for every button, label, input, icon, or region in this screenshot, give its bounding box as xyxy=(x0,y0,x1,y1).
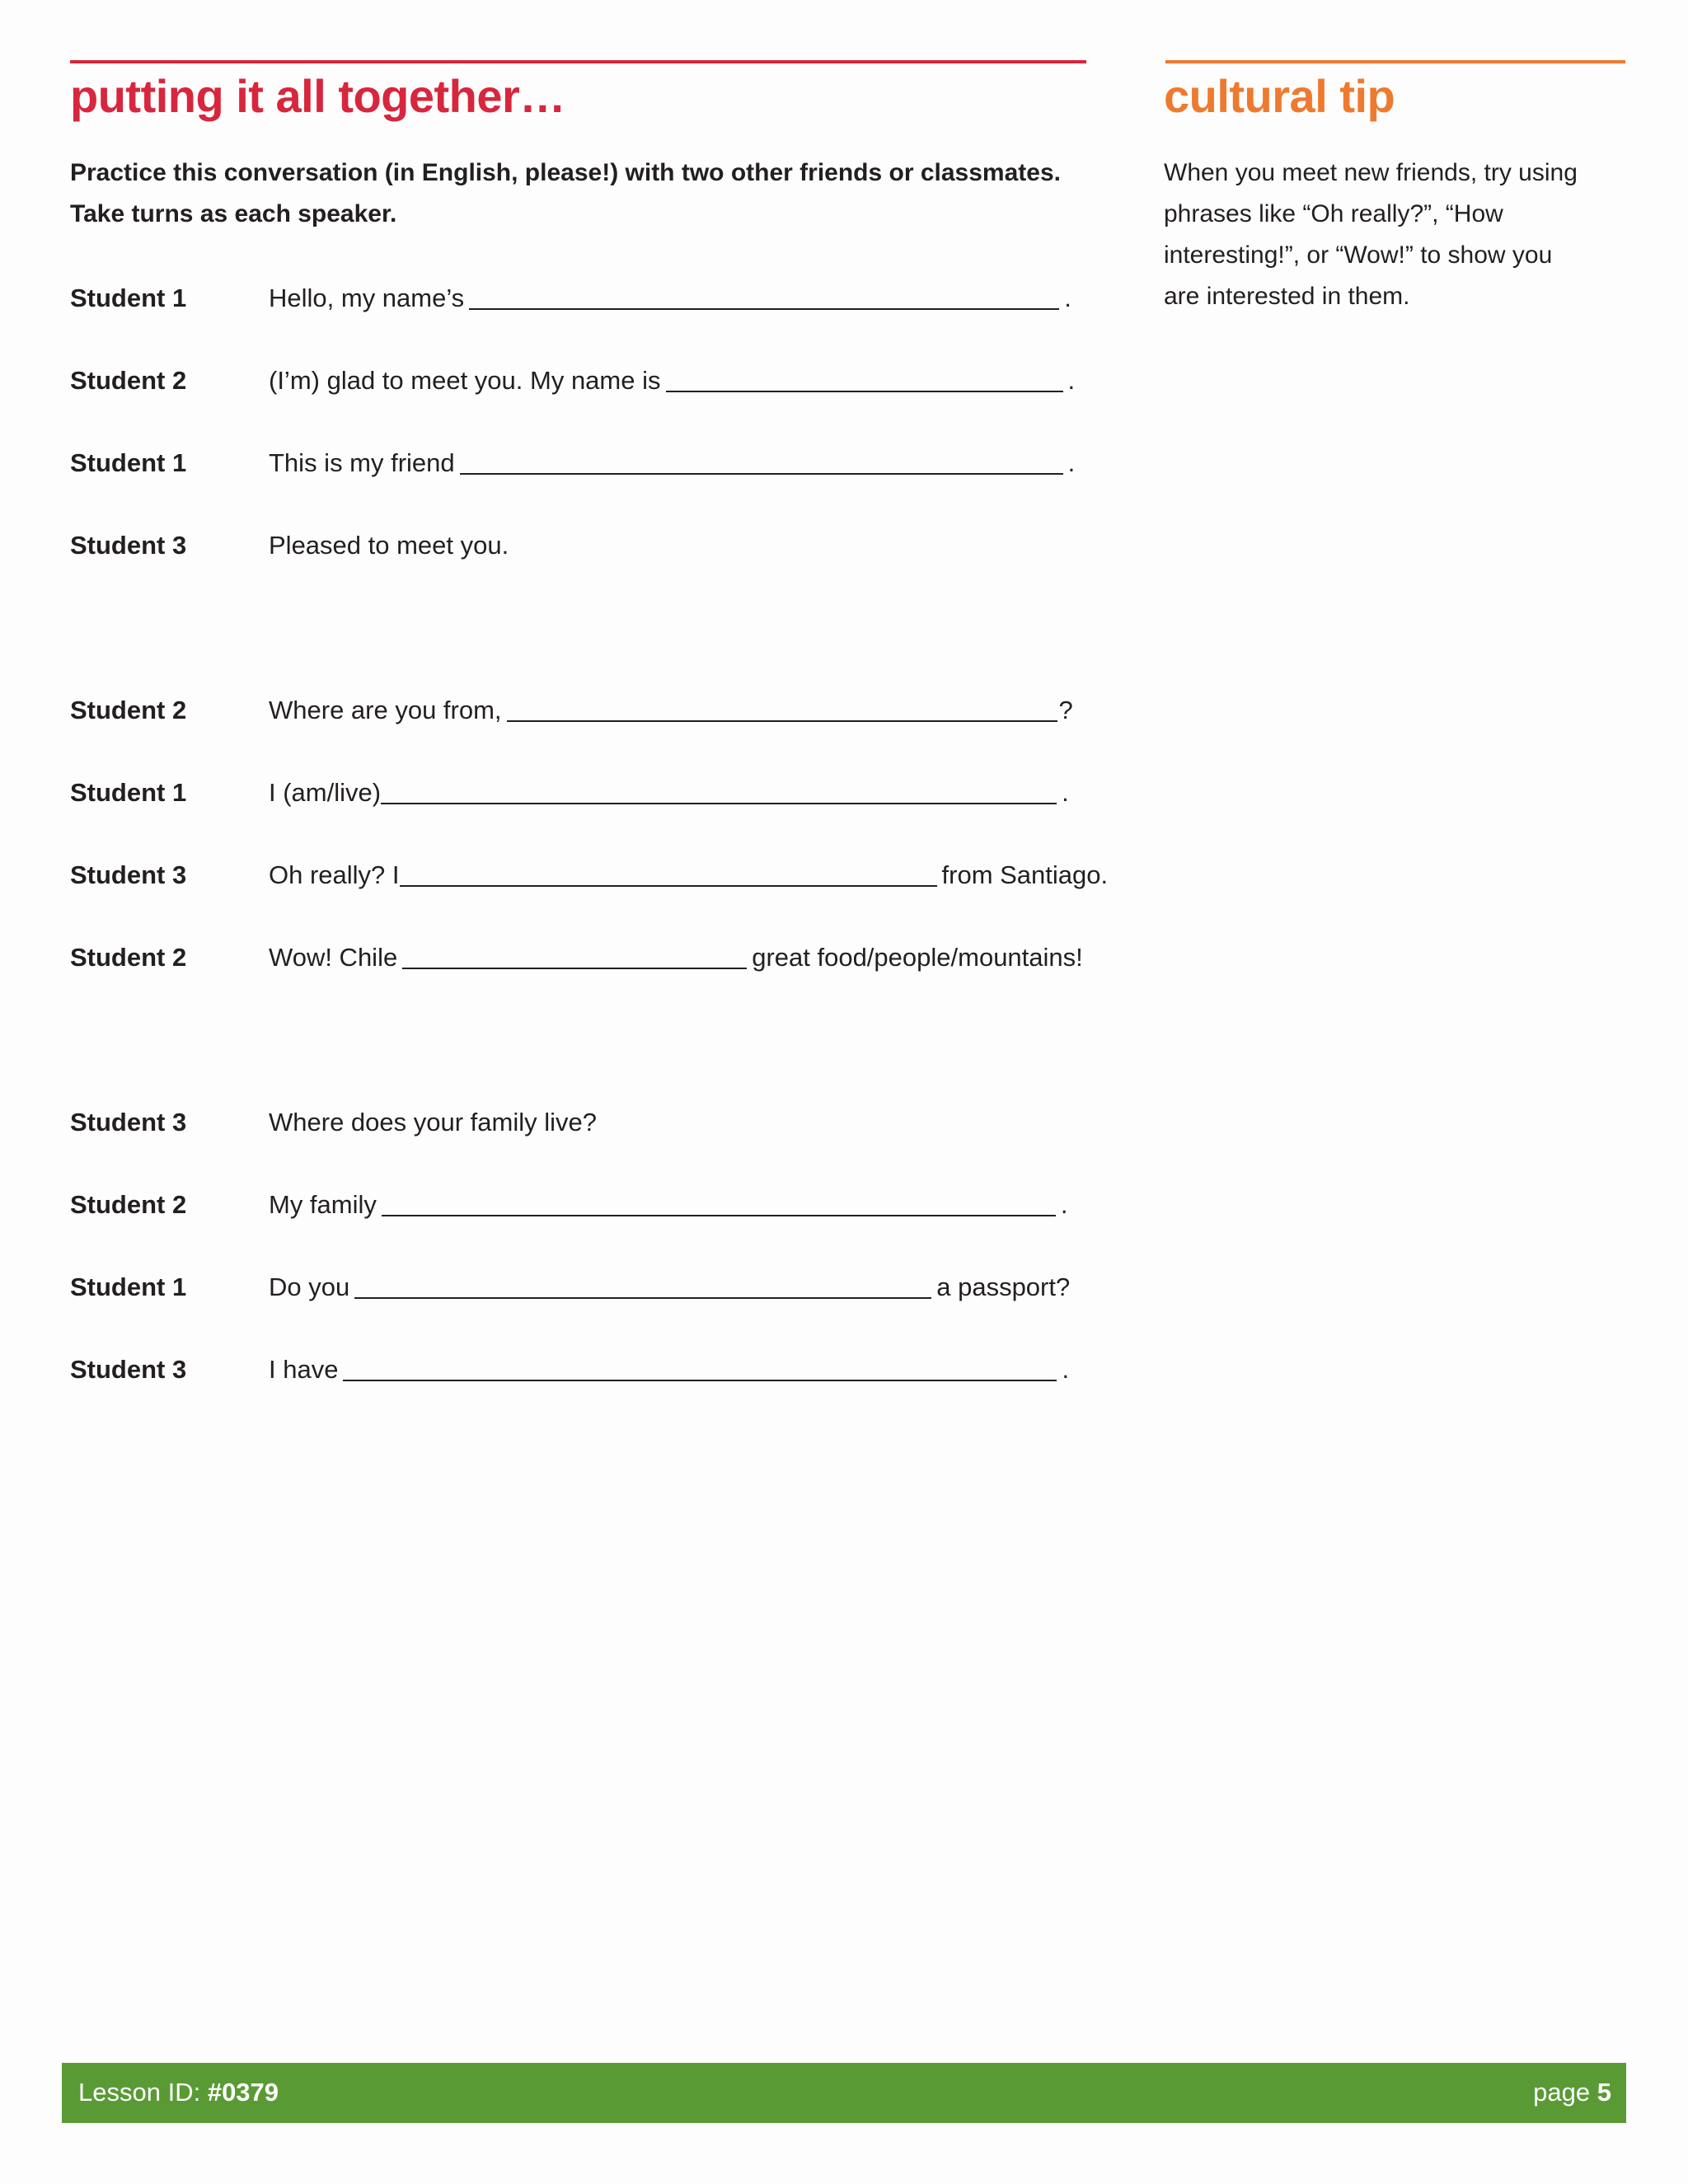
speaker-label: Student 3 xyxy=(70,1355,187,1384)
suffix-text: . xyxy=(1060,1190,1068,1219)
instructions-text: Practice this conversation (in English, please!) with two other friends or classmates. Take turns as each speaker. xyxy=(70,159,1061,227)
speaker-label: Student 1 xyxy=(70,448,187,477)
answer-blank[interactable] xyxy=(381,778,1057,804)
answer-blank[interactable] xyxy=(382,1190,1056,1216)
suffix-text: . xyxy=(1062,778,1069,807)
suffix-text: a passport? xyxy=(936,1272,1071,1301)
prompt-text: Pleased to meet you. xyxy=(269,531,509,560)
footer-bar xyxy=(62,2063,1626,2123)
prompt-text: I (am/live) xyxy=(269,778,382,807)
speaker-label: Student 2 xyxy=(70,366,187,395)
dialogue-line xyxy=(269,531,509,560)
dialogue-line xyxy=(269,943,1083,972)
dialogue-line xyxy=(269,1108,597,1137)
speaker-label: Student 3 xyxy=(70,860,187,889)
suffix-text: . xyxy=(1064,284,1071,312)
speaker-label: Student 1 xyxy=(70,778,187,807)
lesson-id xyxy=(78,2078,279,2107)
prompt-text: This is my friend xyxy=(269,448,455,477)
page-label: page xyxy=(1533,2078,1591,2107)
dialogue-line xyxy=(269,1355,1069,1385)
main-title-rule xyxy=(70,60,1086,63)
suffix-text: ? xyxy=(1058,696,1073,724)
page-indicator xyxy=(1533,2078,1611,2107)
speaker-label: Student 2 xyxy=(70,696,187,724)
answer-blank[interactable] xyxy=(400,860,937,887)
dialogue-line xyxy=(269,860,1108,890)
answer-blank[interactable] xyxy=(460,448,1063,475)
speaker-label: Student 1 xyxy=(70,284,187,312)
answer-blank[interactable] xyxy=(402,943,747,969)
tip-title-rule xyxy=(1165,60,1625,63)
tip-title: cultural tip xyxy=(1164,70,1395,122)
prompt-text: Where are you from, xyxy=(269,696,502,724)
prompt-text: Where does your family live? xyxy=(269,1108,597,1137)
dialogue-line xyxy=(269,1272,1070,1302)
dialogue-line xyxy=(269,1190,1068,1220)
lesson-id-label: Lesson ID: xyxy=(78,2078,201,2107)
tip-body: When you meet new friends, try using phrases like “Oh really?”, “How interesting!”, or “Wow!” to show you are interested in them. xyxy=(1164,159,1578,310)
lesson-id-value: #0379 xyxy=(207,2078,279,2107)
suffix-text: great food/people/mountains! xyxy=(752,943,1083,972)
dialogue-line xyxy=(269,284,1071,313)
dialogue-line xyxy=(269,778,1069,808)
prompt-text: Oh really? I xyxy=(269,860,400,889)
answer-blank[interactable] xyxy=(666,366,1063,392)
prompt-text: Do you xyxy=(269,1272,350,1301)
suffix-text: . xyxy=(1062,1355,1070,1384)
page-title: putting it all together… xyxy=(70,70,565,122)
answer-blank[interactable] xyxy=(469,284,1059,310)
speaker-label: Student 2 xyxy=(70,1190,187,1219)
answer-blank[interactable] xyxy=(343,1355,1057,1381)
prompt-text: Hello, my name’s xyxy=(269,284,465,312)
dialogue-line xyxy=(269,366,1075,396)
dialogue-line xyxy=(269,696,1073,725)
answer-blank[interactable] xyxy=(507,696,1057,722)
speaker-label: Student 1 xyxy=(70,1272,187,1301)
prompt-text: (I’m) glad to meet you. My name is xyxy=(269,366,661,395)
suffix-text: . xyxy=(1067,366,1076,395)
speaker-label: Student 2 xyxy=(70,943,187,972)
dialogue-line xyxy=(269,448,1075,478)
prompt-text: Wow! Chile xyxy=(269,943,398,972)
suffix-text: . xyxy=(1067,448,1076,477)
answer-blank[interactable] xyxy=(354,1272,931,1299)
prompt-text: My family xyxy=(269,1190,377,1219)
page-number: 5 xyxy=(1597,2078,1611,2107)
suffix-text: from Santiago. xyxy=(941,860,1109,889)
speaker-label: Student 3 xyxy=(70,531,187,560)
speaker-label: Student 3 xyxy=(70,1108,187,1137)
prompt-text: I have xyxy=(269,1355,339,1384)
